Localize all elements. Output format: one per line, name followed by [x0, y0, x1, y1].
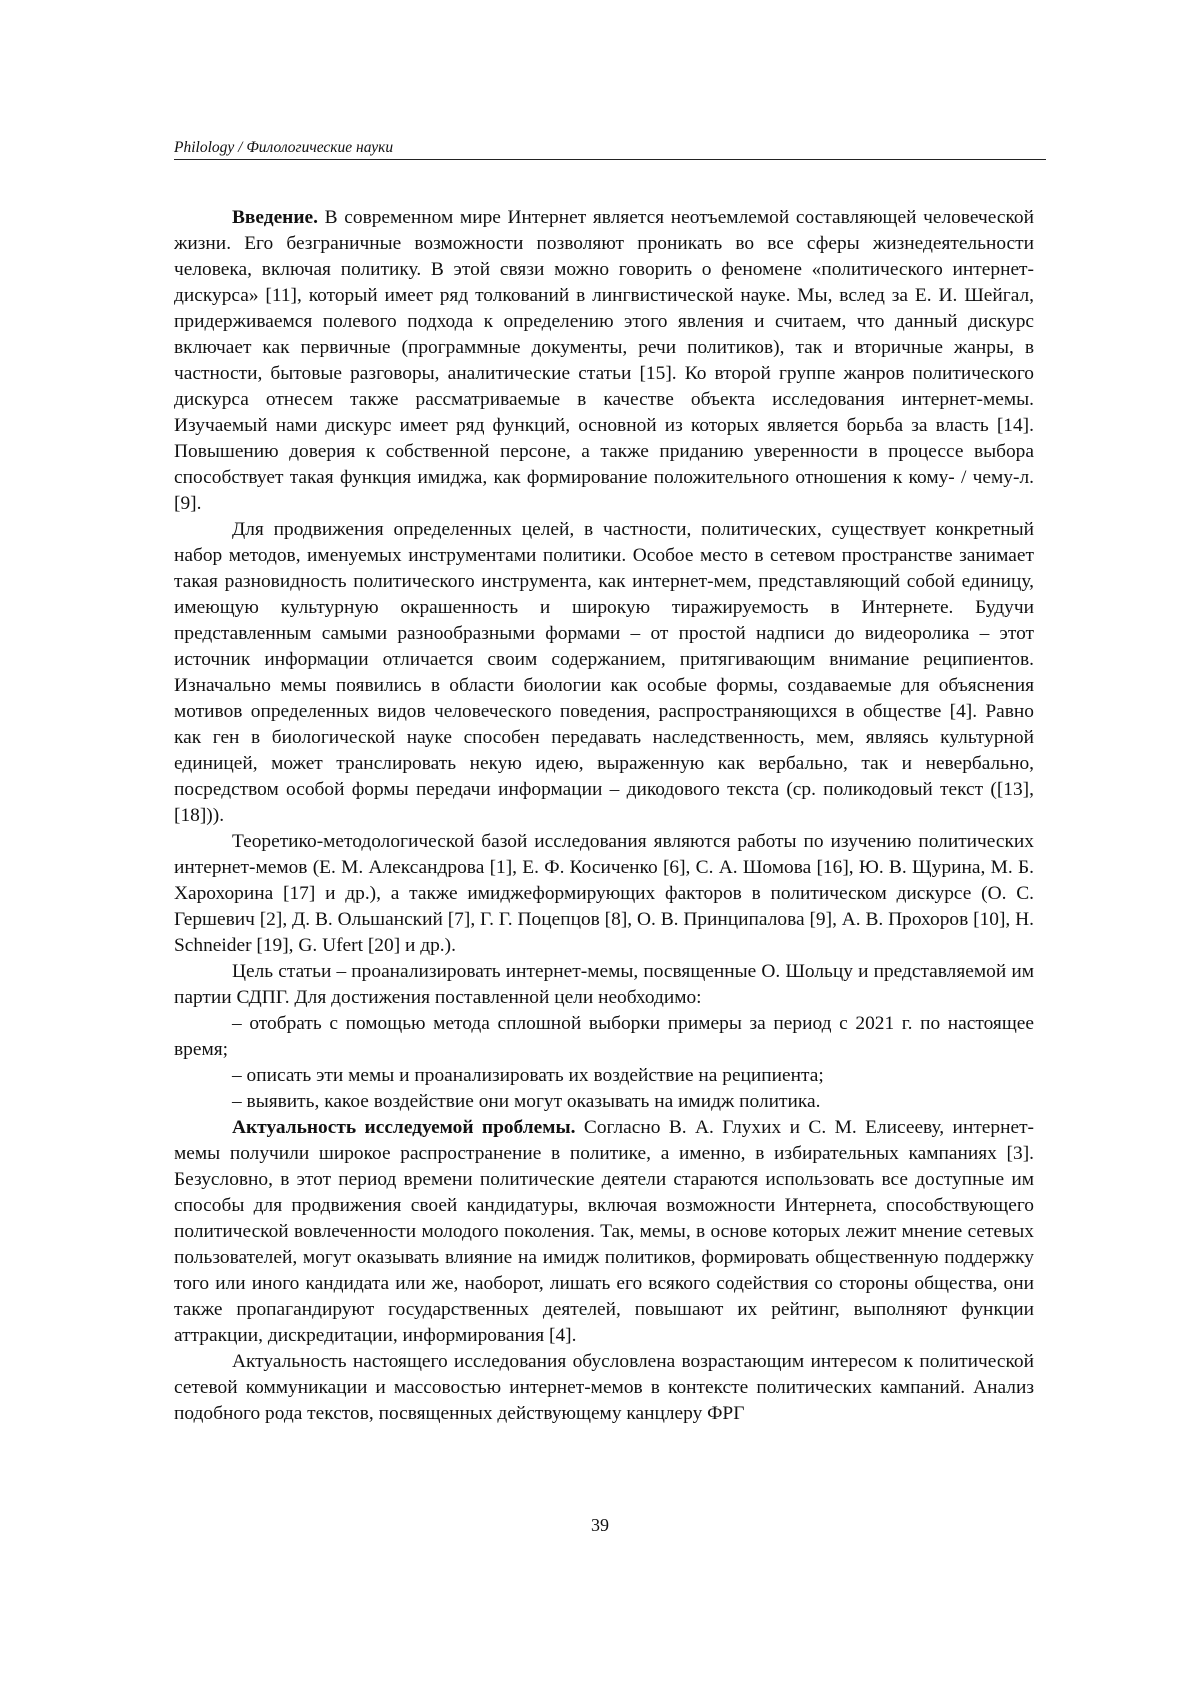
paragraph-methodology: Теоретико-методологической базой исследования являются работы по изучению политических интернет-мемов (Е. М. Александрова [1], Е. Ф. Косиченко [6], С. А. Шомова [16], Ю. В. Щурина, М. Б. Харохорина [17] и др.), а также имиджеформирующих факторов в политическом дискурсе (О. С. Гершевич [2], Д. В. Ольшанский [7], Г. Г. Поцепцов [8], О. В. Принципалова [9], А. В. Прохоров [10], H. Schneider [19], G. Ufert [20] и др.).	[174, 831, 1034, 956]
task-item-3: – выявить, какое воздействие они могут оказывать на имидж политика.	[232, 1091, 821, 1112]
paragraph-political-tools: Для продвижения определенных целей, в частности, политических, существует конкретный набор методов, именуемых инструментами политики. Особое место в сетевом пространстве занимает такая разновидность политического инструмента, как интернет-мем, представляющий собой единицу, имеющую культурную окрашенность и широкую тиражируемость в Интернете. Будучи представленным самыми разнообразными формами – от простой надписи до видеоролика – этот источник информации отличается своим содержанием, притягивающим внимание реципиентов. Изначально мемы появились в области биологии как особые формы, создаваемые для объяснения мотивов определенных видов человеческого поведения, распространяющихся в обществе [4]. Равно как ген в биологической науке способен передавать наследственность, мем, являясь культурной единицей, может транслировать некую идею, выраженную как вербально, так и невербально, посредством особой формы передачи информации – дикодового текста (ср. поликодовый текст ([13], [18])).	[174, 519, 1034, 826]
running-title: Philology / Филологические науки	[174, 139, 394, 156]
task-item-1: – отобрать с помощью метода сплошной выборки примеры за период с 2021 г. по настоящее время;	[174, 1013, 1034, 1060]
task-item-2: – описать эти мемы и проанализировать их воздействие на реципиента;	[232, 1065, 824, 1086]
paragraph-introduction	[174, 205, 1034, 517]
relevance-text: Согласно В. А. Глухих и С. М. Елисееву, интернет-мемы получили широкое распространение в политике, а именно, в избирательных кампаниях [3]. Безусловно, в этот период времени политические деятели стараются использовать все доступные им способы для продвижения своей кандидатуры, включая возможности Интернета, способствующего политической вовлеченности молодого поколения. Так, мемы, в основе которых лежит мнение сетевых пользователей, могут оказывать влияние на имидж политиков, формировать общественную поддержку того или иного кандидата или же, наоборот, лишать его всякого содействия со стороны общества, они также пропагандируют государственных деятелей, повышают их рейтинг, выполняют функции аттракции, дискредитации, информирования [4].	[174, 1117, 1035, 1346]
paragraph-relevance-continued: Актуальность настоящего исследования обусловлена возрастающим интересом к политической сетевой коммуникации и массовостью интернет-мемов в контексте политических кампаний. Анализ подобного рода текстов, посвященных действующему канцлеру ФРГ	[174, 1351, 1034, 1424]
paragraph-goal: Цель статьи – проанализировать интернет-мемы, посвященные О. Шольцу и представляемой им партии СДПГ. Для достижения поставленной цели необходимо:	[174, 961, 1034, 1008]
introduction-heading: Введение.	[232, 207, 318, 228]
running-header	[174, 139, 1046, 160]
introduction-text: В современном мире Интернет является неотъемлемой составляющей человеческой жизни. Его безграничные возможности позволяют проникать во все сферы жизнедеятельности человека, включая политику. В этой связи можно говорить о феномене «политического интернет-дискурса» [11], который имеет ряд толкований в лингвистической науке. Мы, вслед за Е. И. Шейгал, придерживаемся полевого подхода к определению этого явления и считаем, что данный дискурс включает как первичные (программные документы, речи политиков), так и вторичные жанры, в частности, бытовые разговоры, аналитические статьи [15]. Ко второй группе жанров политического дискурса отнесем также рассматриваемые в качестве объекта исследования интернет-мемы. Изучаемый нами дискурс имеет ряд функций, основной из которых является борьба за власть [14]. Повышению доверия к собственной персоне, а также приданию уверенности в процессе выбора способствует такая функция имиджа, как формирование положительного отношения к кому- / чему-л. [9].	[174, 207, 1034, 514]
article-body	[174, 205, 1034, 1427]
page-number: 39	[591, 1515, 609, 1535]
paragraph-relevance	[174, 1115, 1034, 1349]
relevance-heading: Актуальность исследуемой проблемы.	[232, 1117, 576, 1138]
